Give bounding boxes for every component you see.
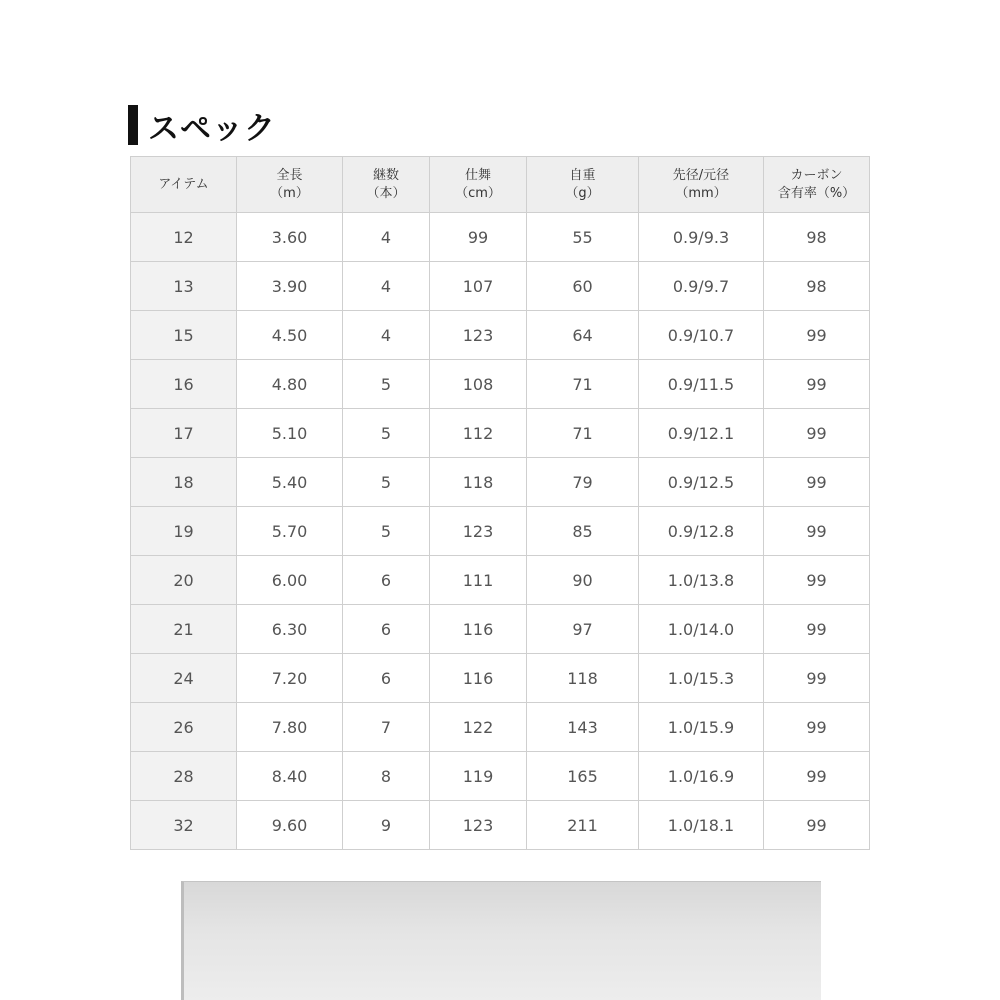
cell-weight: 79 xyxy=(527,458,639,507)
cell-item: 13 xyxy=(131,262,237,311)
cell-closed-length: 107 xyxy=(430,262,527,311)
cell-item: 17 xyxy=(131,409,237,458)
cell-sections: 6 xyxy=(343,605,430,654)
cell-length: 8.40 xyxy=(237,752,343,801)
cell-item: 24 xyxy=(131,654,237,703)
cell-item: 18 xyxy=(131,458,237,507)
cell-length: 5.40 xyxy=(237,458,343,507)
cell-weight: 55 xyxy=(527,213,639,262)
cell-carbon: 99 xyxy=(764,507,870,556)
cell-sections: 4 xyxy=(343,311,430,360)
table-row xyxy=(131,458,870,507)
cell-item: 15 xyxy=(131,311,237,360)
cell-sections: 6 xyxy=(343,556,430,605)
cell-diameter: 0.9/10.7 xyxy=(639,311,764,360)
cell-diameter: 0.9/9.3 xyxy=(639,213,764,262)
cell-sections: 9 xyxy=(343,801,430,850)
table-row xyxy=(131,654,870,703)
header-label: 仕舞 xyxy=(464,167,491,183)
cell-carbon: 99 xyxy=(764,752,870,801)
header-diameter xyxy=(639,157,764,213)
header-unit: （g） xyxy=(565,185,600,201)
cell-sections: 6 xyxy=(343,654,430,703)
cell-diameter: 1.0/15.9 xyxy=(639,703,764,752)
cell-carbon: 99 xyxy=(764,703,870,752)
cell-item: 12 xyxy=(131,213,237,262)
cell-length: 7.20 xyxy=(237,654,343,703)
header-carbon xyxy=(764,157,870,213)
cell-diameter: 1.0/18.1 xyxy=(639,801,764,850)
cell-sections: 5 xyxy=(343,507,430,556)
header-closed-length xyxy=(430,157,527,213)
cell-weight: 211 xyxy=(527,801,639,850)
header-unit: （本） xyxy=(366,185,406,201)
cell-carbon: 99 xyxy=(764,556,870,605)
header-unit: 含有率（%） xyxy=(777,185,856,201)
cell-length: 5.10 xyxy=(237,409,343,458)
cell-length: 9.60 xyxy=(237,801,343,850)
header-length xyxy=(237,157,343,213)
cell-closed-length: 123 xyxy=(430,311,527,360)
cell-weight: 118 xyxy=(527,654,639,703)
table-header-row xyxy=(131,157,870,213)
cell-weight: 71 xyxy=(527,409,639,458)
cell-sections: 5 xyxy=(343,360,430,409)
cell-weight: 143 xyxy=(527,703,639,752)
cell-item: 19 xyxy=(131,507,237,556)
cell-item: 28 xyxy=(131,752,237,801)
table-row xyxy=(131,262,870,311)
cell-weight: 97 xyxy=(527,605,639,654)
cell-closed-length: 99 xyxy=(430,213,527,262)
cell-item: 16 xyxy=(131,360,237,409)
spec-table-body xyxy=(131,213,870,850)
cell-item: 32 xyxy=(131,801,237,850)
cell-sections: 7 xyxy=(343,703,430,752)
cell-weight: 165 xyxy=(527,752,639,801)
cell-length: 6.00 xyxy=(237,556,343,605)
header-label: アイテム xyxy=(158,176,209,192)
cell-carbon: 99 xyxy=(764,654,870,703)
cell-closed-length: 116 xyxy=(430,605,527,654)
cell-closed-length: 123 xyxy=(430,801,527,850)
spec-table xyxy=(130,156,870,850)
cell-carbon: 98 xyxy=(764,213,870,262)
cell-sections: 4 xyxy=(343,262,430,311)
cell-length: 4.80 xyxy=(237,360,343,409)
header-unit: （cm） xyxy=(455,185,501,201)
cell-carbon: 98 xyxy=(764,262,870,311)
cell-length: 7.80 xyxy=(237,703,343,752)
cell-sections: 5 xyxy=(343,458,430,507)
cell-length: 4.50 xyxy=(237,311,343,360)
cell-carbon: 99 xyxy=(764,605,870,654)
header-sections xyxy=(343,157,430,213)
cell-length: 5.70 xyxy=(237,507,343,556)
cell-length: 3.90 xyxy=(237,262,343,311)
header-label: カーボン xyxy=(790,167,843,183)
cell-length: 3.60 xyxy=(237,213,343,262)
table-row xyxy=(131,507,870,556)
cell-sections: 5 xyxy=(343,409,430,458)
table-row xyxy=(131,556,870,605)
cell-diameter: 0.9/11.5 xyxy=(639,360,764,409)
cell-diameter: 0.9/12.1 xyxy=(639,409,764,458)
cell-carbon: 99 xyxy=(764,409,870,458)
cell-closed-length: 122 xyxy=(430,703,527,752)
cell-diameter: 1.0/15.3 xyxy=(639,654,764,703)
header-unit: （mm） xyxy=(675,185,727,201)
cell-closed-length: 123 xyxy=(430,507,527,556)
cell-length: 6.30 xyxy=(237,605,343,654)
cell-closed-length: 116 xyxy=(430,654,527,703)
header-label: 全長 xyxy=(276,167,303,183)
cell-sections: 8 xyxy=(343,752,430,801)
cell-diameter: 0.9/9.7 xyxy=(639,262,764,311)
header-label: 自重 xyxy=(569,167,596,183)
cell-carbon: 99 xyxy=(764,458,870,507)
cell-carbon: 99 xyxy=(764,360,870,409)
table-row xyxy=(131,605,870,654)
table-row xyxy=(131,409,870,458)
cell-closed-length: 108 xyxy=(430,360,527,409)
cell-diameter: 1.0/14.0 xyxy=(639,605,764,654)
cell-diameter: 0.9/12.8 xyxy=(639,507,764,556)
bottom-image-panel xyxy=(181,881,821,1000)
table-row xyxy=(131,311,870,360)
cell-closed-length: 118 xyxy=(430,458,527,507)
heading-accent-bar xyxy=(128,105,138,145)
cell-weight: 90 xyxy=(527,556,639,605)
section-title: スペック xyxy=(148,110,276,147)
cell-closed-length: 119 xyxy=(430,752,527,801)
cell-weight: 60 xyxy=(527,262,639,311)
cell-item: 21 xyxy=(131,605,237,654)
header-weight xyxy=(527,157,639,213)
header-label: 継数 xyxy=(372,167,399,183)
cell-item: 26 xyxy=(131,703,237,752)
header-item xyxy=(131,157,237,213)
table-row xyxy=(131,801,870,850)
cell-carbon: 99 xyxy=(764,801,870,850)
header-unit: （m） xyxy=(270,185,309,201)
table-row xyxy=(131,213,870,262)
cell-closed-length: 111 xyxy=(430,556,527,605)
cell-diameter: 1.0/16.9 xyxy=(639,752,764,801)
table-row xyxy=(131,752,870,801)
section-heading xyxy=(128,103,276,147)
header-label: 先径/元径 xyxy=(672,167,730,183)
cell-sections: 4 xyxy=(343,213,430,262)
cell-item: 20 xyxy=(131,556,237,605)
cell-carbon: 99 xyxy=(764,311,870,360)
cell-weight: 64 xyxy=(527,311,639,360)
cell-weight: 85 xyxy=(527,507,639,556)
table-row xyxy=(131,703,870,752)
cell-diameter: 0.9/12.5 xyxy=(639,458,764,507)
table-row xyxy=(131,360,870,409)
cell-diameter: 1.0/13.8 xyxy=(639,556,764,605)
cell-weight: 71 xyxy=(527,360,639,409)
cell-closed-length: 112 xyxy=(430,409,527,458)
